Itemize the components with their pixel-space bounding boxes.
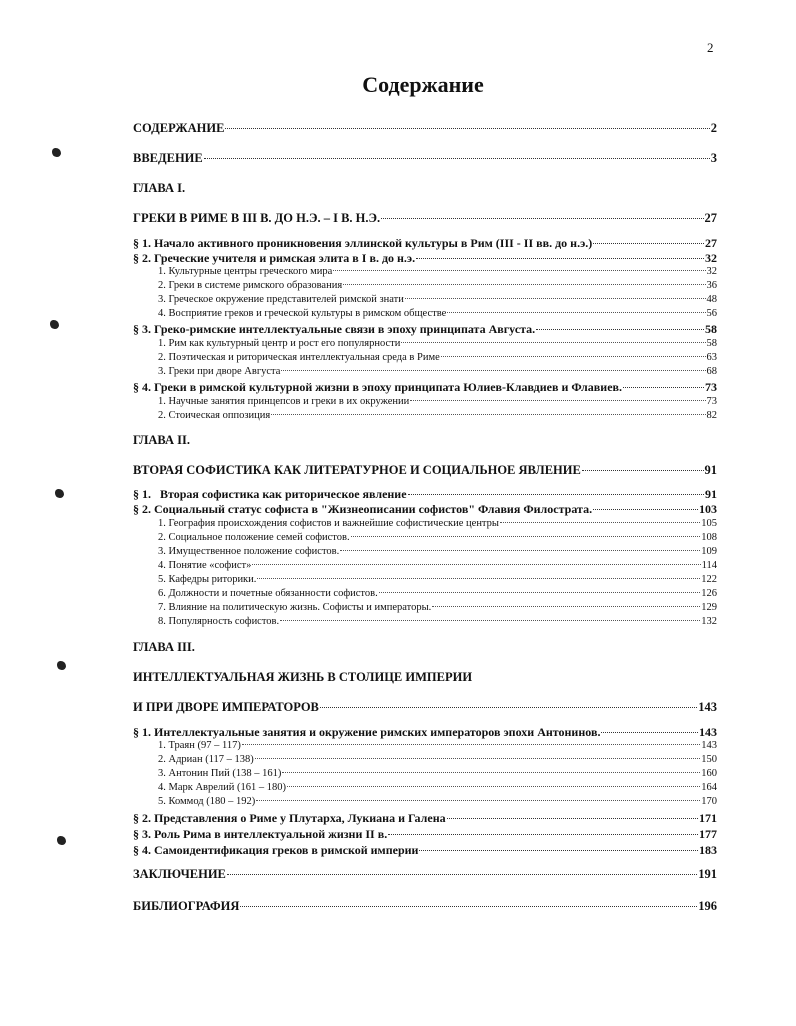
dot-leader (351, 536, 701, 537)
toc-entry-text: 1. Научные занятия принцепсов и греки в их окружении (158, 396, 410, 407)
toc-entry-page: 103 (699, 502, 717, 516)
toc-subentry[interactable] (158, 616, 717, 627)
toc-entry-page: 143 (699, 725, 717, 739)
dot-leader (500, 522, 700, 523)
dot-leader (252, 564, 700, 565)
dot-leader (408, 494, 704, 495)
toc-entry-page: 143 (701, 740, 717, 751)
chapter-3-title-line: ИНТЕЛЛЕКТУАЛЬНАЯ ЖИЗНЬ В СТОЛИЦЕ ИМПЕРИИ (133, 670, 473, 684)
toc-entry-text: 7. Влияние на политическую жизнь. Софисты и императоры. (158, 602, 432, 613)
dot-leader (282, 772, 700, 773)
dot-leader (401, 342, 705, 343)
toc-entry-page: 3 (710, 151, 717, 165)
dot-leader (419, 850, 698, 851)
toc-subentry[interactable] (158, 366, 717, 377)
dot-leader (410, 400, 705, 401)
toc-entry-page: 68 (706, 366, 717, 377)
toc-entry-page: 160 (701, 768, 717, 779)
toc-entry-contents[interactable] (133, 121, 717, 136)
dot-leader (225, 128, 709, 129)
toc-entry-text: ВТОРАЯ СОФИСТИКА КАК ЛИТЕРАТУРНОЕ И СОЦИАЛЬНОЕ ЯВЛЕНИЕ (133, 463, 581, 477)
toc-subentry[interactable] (158, 308, 717, 319)
toc-entry-page: 196 (698, 899, 717, 913)
toc-subentry[interactable] (158, 410, 717, 421)
toc-entry-text: 5. Коммод (180 – 192) (158, 796, 256, 807)
toc-entry-ch3-section-4[interactable] (133, 843, 717, 858)
toc-subentry[interactable] (158, 396, 717, 407)
toc-entry-page: 82 (706, 410, 717, 421)
toc-entry-ch1-section-1[interactable] (133, 236, 717, 251)
toc-subentry[interactable] (158, 740, 717, 751)
toc-entry-text: БИБЛИОГРАФИЯ (133, 899, 240, 913)
toc-entry-text: И ПРИ ДВОРЕ ИМПЕРАТОРОВ (133, 700, 319, 714)
toc-entry-ch3-section-3[interactable] (133, 827, 717, 842)
toc-subentry[interactable] (158, 754, 717, 765)
toc-entry-text: 1. Траян (97 – 117) (158, 740, 241, 751)
toc-entry-text: 4. Восприятие греков и греческой культуры в римском обществе (158, 308, 447, 319)
chapter-2-label: ГЛАВА II. (133, 433, 190, 447)
toc-entry-page: 122 (701, 574, 717, 585)
toc-entry-text: 4. Понятие «софист» (158, 560, 252, 571)
dot-leader (388, 834, 698, 835)
dot-leader (240, 906, 697, 907)
toc-entry-text: § 1. Интеллектуальные занятия и окружение римских императоров эпохи Антонинов. (133, 725, 601, 739)
toc-entry-page: 170 (701, 796, 717, 807)
toc-subentry[interactable] (158, 518, 717, 529)
toc-entry-introduction[interactable] (133, 151, 717, 166)
toc-entry-text: § 3. Роль Рима в интеллектуальной жизни II в. (133, 827, 388, 841)
toc-entry-text: 2. Адриан (117 – 138) (158, 754, 254, 765)
toc-entry-page: 48 (706, 294, 717, 305)
toc-entry-text: § 1. Вторая софистика как риторическое явление (133, 487, 407, 501)
binding-hole-mark (57, 836, 66, 845)
toc-entry-text: 5. Кафедры риторики. (158, 574, 257, 585)
toc-subentry[interactable] (158, 588, 717, 599)
toc-entry-text: 3. Греки при дворе Августа (158, 366, 281, 377)
dot-leader (593, 243, 704, 244)
toc-entry-page: 150 (701, 754, 717, 765)
toc-entry-text: 3. Антонин Пий (138 – 161) (158, 768, 282, 779)
toc-entry-page: 27 (704, 211, 717, 225)
toc-entry-page: 73 (705, 380, 717, 394)
toc-subentry[interactable] (158, 294, 717, 305)
dot-leader (255, 758, 700, 759)
dot-leader (340, 550, 700, 551)
toc-entry-text: 3. Имущественное положение софистов. (158, 546, 340, 557)
toc-entry-text: 1. Рим как культурный центр и рост его популярности (158, 338, 401, 349)
dot-leader (601, 732, 698, 733)
toc-entry-page: 129 (701, 602, 717, 613)
dot-leader (405, 298, 706, 299)
toc-entry-page: 91 (705, 487, 717, 501)
toc-entry-chapter-3[interactable] (133, 700, 717, 715)
toc-entry-text: 1. География происхождения софистов и важнейшие софистические центры (158, 518, 499, 529)
chapter-1-label: ГЛАВА I. (133, 181, 186, 195)
dot-leader (593, 509, 698, 510)
toc-entry-page: 91 (704, 463, 717, 477)
toc-entry-conclusion[interactable] (133, 867, 717, 882)
dot-leader (333, 270, 705, 271)
dot-leader (447, 818, 698, 819)
toc-entry-page: 2 (710, 121, 717, 135)
toc-entry-text: ГРЕКИ В РИМЕ В III В. ДО Н.Э. – I В. Н.Э. (133, 211, 381, 225)
toc-entry-text: § 4. Греки в римской культурной жизни в эпоху принципата Юлиев-Клавдиев и Флавиев. (133, 380, 622, 394)
toc-entry-ch1-section-2[interactable] (133, 251, 717, 266)
toc-entry-text: 6. Должности и почетные обязанности софистов. (158, 588, 378, 599)
toc-entry-ch1-section-3[interactable] (133, 322, 717, 337)
toc-entry-chapter-2[interactable] (133, 463, 717, 478)
toc-entry-page: 177 (699, 827, 717, 841)
toc-entry-page: 32 (705, 251, 717, 265)
binding-hole-mark (50, 320, 59, 329)
toc-entry-text: 2. Поэтическая и риторическая интеллектуальная среда в Риме (158, 352, 440, 363)
toc-entry-page: 63 (706, 352, 717, 363)
toc-entry-chapter-1[interactable] (133, 211, 717, 226)
dot-leader (256, 800, 700, 801)
binding-hole-mark (57, 661, 66, 670)
dot-leader (281, 370, 705, 371)
toc-subentry[interactable] (158, 532, 717, 543)
dot-leader (416, 258, 704, 259)
toc-entry-text: § 1. Начало активного проникновения эллинской культуры в Рим (III - II вв. до н.э.) (133, 236, 593, 250)
toc-entry-text: § 2. Представления о Риме у Плутарха, Лукиана и Галена (133, 811, 446, 825)
dot-leader (287, 786, 700, 787)
toc-subentry[interactable] (158, 782, 717, 793)
dot-leader (536, 329, 704, 330)
toc-subentry[interactable] (158, 266, 717, 277)
toc-entry-text: 2. Социальное положение семей софистов. (158, 532, 350, 543)
toc-subentry[interactable] (158, 338, 717, 349)
toc-entry-page: 108 (701, 532, 717, 543)
toc-entry-page: 191 (698, 867, 717, 881)
toc-entry-text: 3. Греческое окружение представителей римской знати (158, 294, 404, 305)
toc-entry-ch2-section-2[interactable] (133, 502, 717, 517)
dot-leader (381, 218, 703, 219)
toc-entry-text: 2. Стоическая оппозиция (158, 410, 271, 421)
toc-entry-text: 4. Марк Аврелий (161 – 180) (158, 782, 287, 793)
toc-entry-page: 183 (699, 843, 717, 857)
toc-subentry[interactable] (158, 602, 717, 613)
toc-entry-page: 164 (701, 782, 717, 793)
toc-entry-ch2-section-1[interactable] (133, 487, 717, 502)
dot-leader (447, 312, 705, 313)
dot-leader (379, 592, 701, 593)
toc-entry-text: ЗАКЛЮЧЕНИЕ (133, 867, 226, 881)
toc-entry-page: 143 (698, 700, 717, 714)
toc-entry-page: 58 (706, 338, 717, 349)
toc-subentry[interactable] (158, 560, 717, 571)
toc-subentry[interactable] (158, 352, 717, 363)
chapter-3-label: ГЛАВА III. (133, 640, 195, 654)
page-title: Содержание (362, 72, 484, 97)
toc-subentry[interactable] (158, 546, 717, 557)
toc-subentry[interactable] (158, 796, 717, 807)
dot-leader (343, 284, 705, 285)
toc-entry-bibliography[interactable] (133, 899, 717, 914)
binding-hole-mark (55, 489, 64, 498)
dot-leader (582, 470, 704, 471)
toc-entry-page: 32 (706, 266, 717, 277)
binding-hole-mark (52, 148, 61, 157)
toc-entry-ch3-section-1[interactable] (133, 725, 717, 740)
toc-entry-page: 109 (701, 546, 717, 557)
toc-entry-page: 56 (706, 308, 717, 319)
toc-entry-text: § 4. Самоидентификация греков в римской империи (133, 843, 419, 857)
dot-leader (280, 620, 700, 621)
dot-leader (204, 158, 710, 159)
dot-leader (271, 414, 705, 415)
toc-entry-page: 36 (706, 280, 717, 291)
toc-entry-text: 8. Популярность софистов. (158, 616, 280, 627)
toc-entry-text: § 3. Греко-римские интеллектуальные связи в эпоху принципата Августа. (133, 322, 536, 336)
toc-entry-ch1-section-4[interactable] (133, 380, 717, 395)
toc-entry-text: § 2. Греческие учителя и римская элита в I в. до н.э. (133, 251, 416, 265)
toc-entry-page: 27 (705, 236, 717, 250)
toc-entry-page: 58 (705, 322, 717, 336)
toc-entry-ch3-section-2[interactable] (133, 811, 717, 826)
toc-entry-page: 105 (701, 518, 717, 529)
toc-subentry[interactable] (158, 280, 717, 291)
toc-entry-text: 2. Греки в системе римского образования (158, 280, 343, 291)
dot-leader (242, 744, 700, 745)
toc-subentry[interactable] (158, 574, 717, 585)
dot-leader (320, 707, 697, 708)
toc-entry-page: 132 (701, 616, 717, 627)
toc-entry-text: § 2. Социальный статус софиста в "Жизнеописании софистов" Флавия Филострата. (133, 502, 593, 516)
dot-leader (257, 578, 700, 579)
dot-leader (441, 356, 706, 357)
toc-entry-page: 114 (701, 560, 717, 571)
page-number: 2 (707, 40, 714, 55)
dot-leader (227, 874, 697, 875)
toc-entry-page: 126 (701, 588, 717, 599)
dot-leader (432, 606, 700, 607)
toc-entry-text: СОДЕРЖАНИЕ (133, 121, 225, 135)
toc-entry-text: ВВЕДЕНИЕ (133, 151, 203, 165)
toc-entry-page: 73 (706, 396, 717, 407)
toc-entry-text: 1. Культурные центры греческого мира (158, 266, 333, 277)
toc-entry-page: 171 (699, 811, 717, 825)
dot-leader (623, 387, 704, 388)
toc-subentry[interactable] (158, 768, 717, 779)
